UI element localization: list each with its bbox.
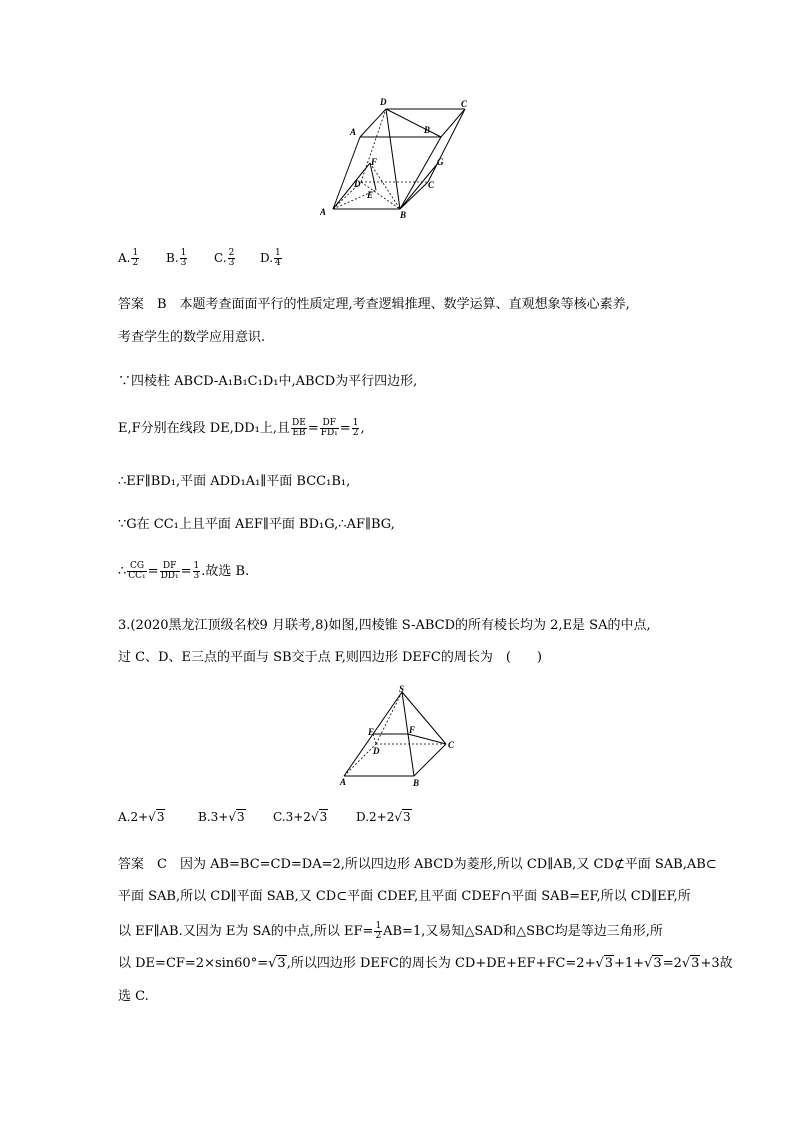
q3-answer-line4: 以 DE=CF=2×sin60°=√3,所以四边形 DEFC的周长为 CD+DE+EF+FC=2+√3+1+√3=2√3+3故: [118, 956, 733, 971]
label-A: A: [340, 777, 347, 787]
q2-option-d[interactable]: D. $\frac{1}{4}$: [260, 248, 281, 268]
label-B1: B: [424, 125, 431, 135]
q3-answer-line1: 答案 C 因为 AB=BC=CD=DA=2,所以四边形 ABCD为菱形,所以 CD∥AB,又 CD⊄平面 SAB,AB⊂: [118, 857, 717, 872]
q3-options: [118, 810, 438, 828]
q2-answer-line7: ∴ $\frac{CG}{\text{CC₁}}$ = $\frac{DF}{\text{DD₁}}$ = $\frac{1}{3}$ .故选 B.: [118, 561, 250, 581]
label-F: F: [371, 157, 378, 167]
q2-answer-line2: 考查学生的数学应用意识.: [118, 330, 266, 345]
figure-pyramid: [332, 684, 472, 790]
q2-options: [118, 245, 418, 271]
q2-answer-line3: ∵四棱柱 ABCD-A₁B₁C₁D₁中,ABCD为平行四边形,: [118, 374, 418, 389]
label-C: C: [448, 740, 455, 750]
q3-answer-line5: 选 C.: [118, 989, 149, 1004]
figure-parallelepiped: [320, 95, 475, 220]
label-F: F: [409, 725, 416, 735]
q3-option-c[interactable]: C.3+2√3: [273, 810, 328, 824]
q3-answer-line2: 平面 SAB,所以 CD∥平面 SAB,又 CD⊂平面 CDEF,且平面 CDEF∩平面 SAB=EF,所以 CD∥EF,所: [118, 889, 691, 904]
label-E: E: [368, 727, 375, 737]
q2-answer-line6: ∵G在 CC₁上且平面 AEF∥平面 BD₁G,∴AF∥BG,: [118, 517, 395, 532]
label-B: B: [400, 210, 407, 220]
label-E: E: [367, 190, 374, 200]
q2-answer-line5: ∴EF∥BD₁,平面 ADD₁A₁∥平面 BCC₁B₁,: [118, 474, 351, 489]
label-G: G: [437, 157, 444, 167]
q2-option-c[interactable]: C. $\frac{2}{3}$: [214, 248, 235, 268]
q3-stem-line1: 3.(2020黑龙江顶级名校9 月联考,8)如图,四棱锥 S-ABCD的所有棱长均为 2,E是 SA的中点,: [118, 618, 651, 633]
q3-option-a[interactable]: A.2+√3: [118, 810, 165, 824]
label-C: C: [428, 180, 435, 190]
q3-option-d[interactable]: D.2+2√3: [356, 810, 411, 824]
q2-answer-line1: 答案 B 本题考查面面平行的性质定理,考查逻辑推理、数学运算、直观想象等核心素养,: [118, 297, 630, 312]
q2-answer-line4: E,F分别在线段 DE,DD₁上,且 $\frac{DE}{EB}$ = $\frac{DF}{\text{FD₁}}$ = $\frac{1}{2}$ ,: [118, 418, 365, 438]
label-B: B: [413, 778, 420, 788]
label-S: S: [399, 684, 405, 694]
label-D: D: [373, 746, 380, 756]
q2-option-a[interactable]: A. $\frac{1}{2}$: [118, 248, 139, 268]
q3-option-b[interactable]: B.3+√3: [198, 810, 245, 824]
label-A1: A: [350, 127, 357, 137]
label-A: A: [320, 207, 327, 217]
label-D: D: [354, 179, 361, 189]
label-C1: C: [461, 99, 468, 109]
q3-stem-line2: 过 C、D、E三点的平面与 SB交于点 F,则四边形 DEFC的周长为 ( ): [118, 650, 542, 665]
q3-answer-line3: 以 EF∥AB.又因为 E为 SA的中点,所以 EF= $\frac{1}{2}$ AB=1,又易知△SAD和△SBC均是等边三角形,所: [118, 921, 663, 941]
label-D1: D: [380, 97, 387, 107]
q2-option-b[interactable]: B. $\frac{1}{3}$: [166, 248, 187, 268]
